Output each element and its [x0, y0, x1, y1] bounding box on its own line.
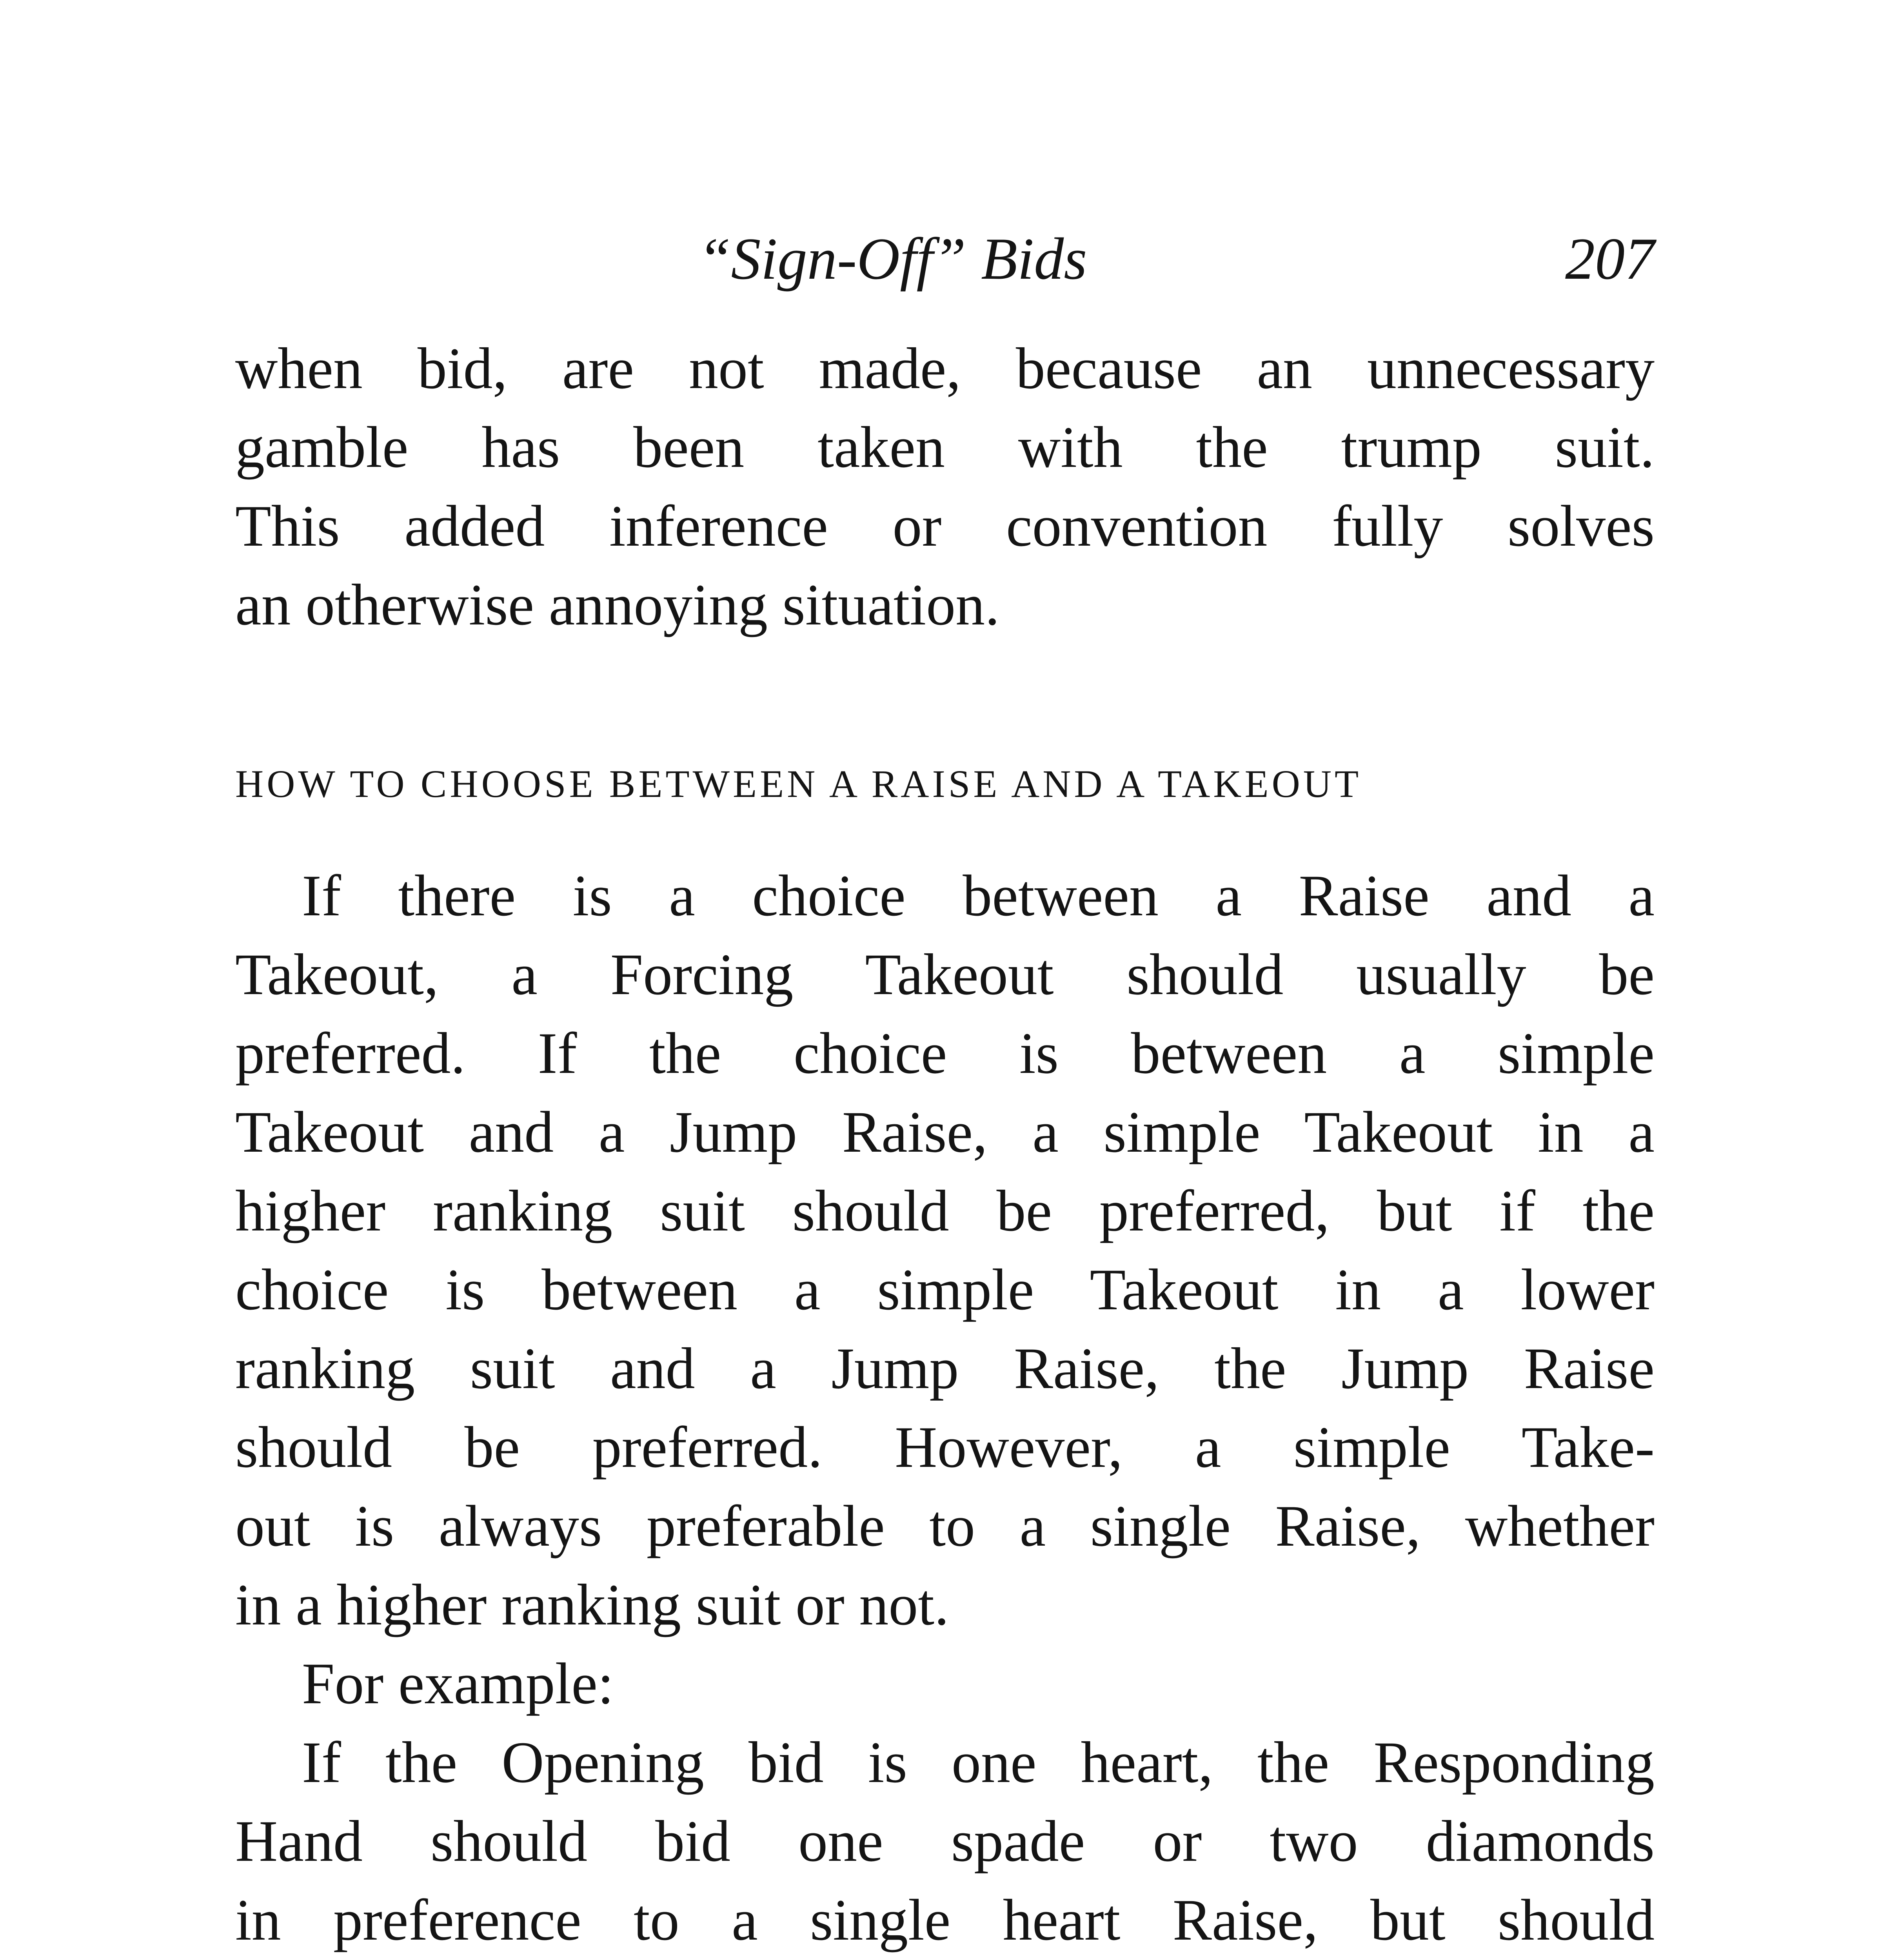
- text-line: Hand should bid one spade or two diamonds: [235, 1809, 1655, 1874]
- text-line: in preference to a single heart Raise, but should: [235, 1887, 1655, 1953]
- text-line: an otherwise annoying situation.: [235, 572, 1000, 637]
- text-line: out is always preferable to a single Raise, whether: [235, 1494, 1655, 1559]
- paragraph-raise-vs-takeout: [235, 857, 1655, 1960]
- text-line: choice is between a simple Takeout in a lower: [235, 1257, 1655, 1322]
- text-line: This added inference or convention fully solves: [235, 494, 1655, 559]
- text-line: when bid, are not made, because an unnecessary: [235, 336, 1655, 401]
- text-line: higher ranking suit should be preferred, but if the: [235, 1178, 1655, 1243]
- text-line: preferred. If the choice is between a simple: [235, 1021, 1655, 1086]
- example-intro: For example:: [302, 1651, 614, 1716]
- section-heading-raise-takeout: HOW TO CHOOSE BETWEEN A RAISE AND A TAKEOUT: [235, 762, 1362, 806]
- running-title: “Sign-Off” Bids: [698, 226, 1087, 292]
- page-number: 207: [1565, 226, 1655, 292]
- text-line: gamble has been taken with the trump suit.: [235, 415, 1655, 480]
- running-head: [235, 220, 1655, 298]
- text-line: Takeout and a Jump Raise, a simple Takeout in a: [235, 1100, 1655, 1165]
- text-line: Takeout, a Forcing Takeout should usually be: [235, 942, 1655, 1007]
- paragraph-continued: [235, 329, 1655, 644]
- page-content: [235, 0, 1655, 1960]
- text-line: If the Opening bid is one heart, the Responding: [302, 1730, 1655, 1795]
- text-line: in a higher ranking suit or not.: [235, 1572, 949, 1637]
- text-line: ranking suit and a Jump Raise, the Jump Raise: [235, 1336, 1655, 1401]
- text-line: should be preferred. However, a simple Take-: [235, 1415, 1655, 1480]
- text-line: If there is a choice between a Raise and a: [302, 863, 1655, 928]
